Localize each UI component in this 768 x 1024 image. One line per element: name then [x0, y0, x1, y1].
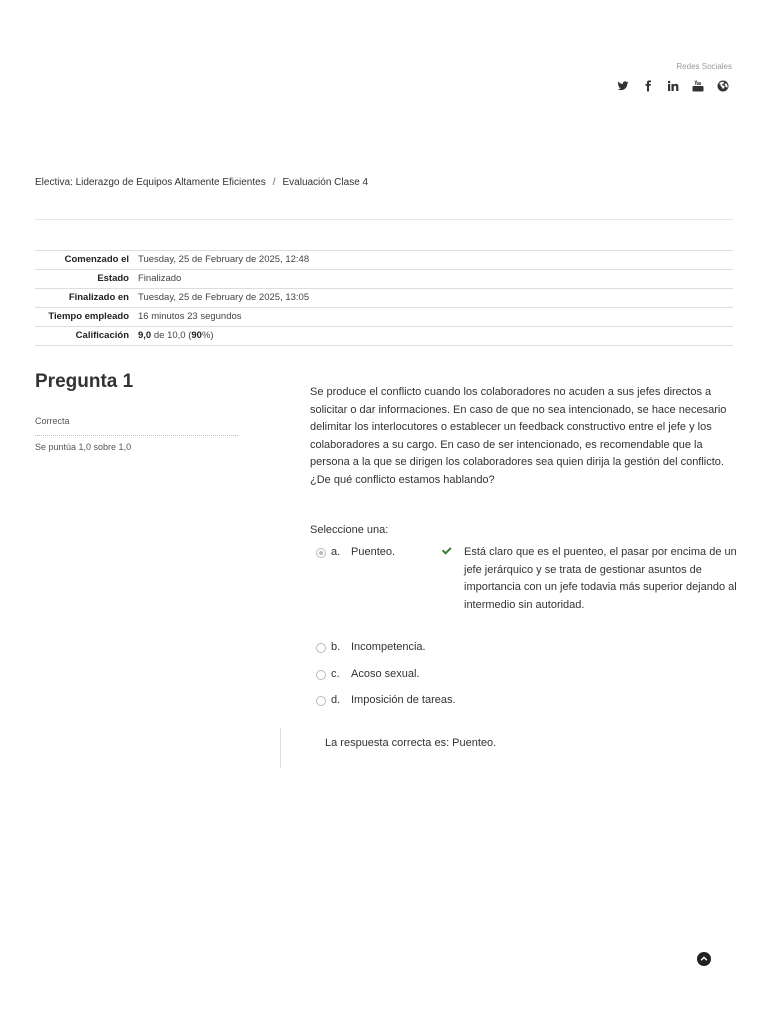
right-answer: La respuesta correcta es: Puenteo. — [325, 737, 497, 749]
question-state: Correcta — [35, 416, 70, 426]
breadcrumb-course-link[interactable]: Electiva: Liderazgo de Equipos Altamente Eficientes — [35, 177, 266, 188]
back-to-top-button[interactable] — [697, 952, 711, 966]
radio-button[interactable] — [316, 548, 326, 558]
radio-button[interactable] — [316, 696, 326, 706]
answer-option-d[interactable] — [316, 692, 551, 710]
grade-close: %) — [201, 330, 214, 341]
social-links — [616, 79, 730, 93]
answer-text: Puenteo. — [351, 546, 396, 558]
summary-value: 16 minutos 23 segundos — [138, 311, 242, 322]
breadcrumb-separator: / — [272, 177, 276, 188]
breadcrumb-current-link[interactable]: Evaluación Clase 4 — [282, 177, 369, 188]
radio-button[interactable] — [316, 643, 326, 653]
grade-of: de 10,0 ( — [153, 330, 192, 341]
youtube-icon[interactable] — [691, 79, 705, 93]
grade-percent: 90 — [191, 330, 202, 341]
grade-score: 9,0 — [138, 330, 152, 341]
question-text: Se produce el conflicto cuando los colaboradores no acuden a sus jefes directos a solicitar o dar informaciones. En caso de que no sea intencionado, se hace necesario delimitar los interlocutores o establecer un feedback constructivo entre el jefe y los colaboradores a su cargo. En caso de ser intencionado, es recomendable que la persona a la que se dirigen los colaboradores sea quien dirija la gestión del conflicto. ¿De qué conflicto estamos hablando? — [310, 386, 727, 486]
divider — [35, 435, 238, 436]
answer-letter: c. — [331, 668, 340, 680]
summary-label: Finalizado en — [68, 292, 129, 303]
summary-row-started — [35, 251, 733, 270]
chevron-up-icon — [700, 955, 708, 963]
social-title: Redes Sociales — [676, 62, 732, 71]
answer-text: Incompetencia. — [351, 641, 426, 653]
attempt-summary-table — [35, 250, 733, 346]
answer-letter: b. — [331, 641, 341, 653]
summary-value: Finalizado — [138, 273, 182, 284]
answer-option-b[interactable] — [316, 639, 551, 657]
summary-row-grade — [35, 327, 733, 346]
answer-text: Acoso sexual. — [351, 668, 420, 680]
answer-option-a[interactable] — [316, 544, 739, 614]
globe-icon[interactable] — [716, 79, 730, 93]
summary-label: Estado — [97, 273, 129, 284]
twitter-icon[interactable] — [616, 79, 630, 93]
check-icon — [441, 544, 464, 614]
summary-row-finished — [35, 289, 733, 308]
summary-value: Tuesday, 25 de February de 2025, 12:48 — [138, 254, 310, 265]
answer-letter: d. — [331, 694, 341, 706]
summary-value — [138, 327, 733, 346]
answer-prompt: Seleccione una: — [310, 524, 389, 536]
summary-label: Tiempo empleado — [48, 311, 129, 322]
answer-letter: a. — [331, 546, 341, 558]
radio-button[interactable] — [316, 670, 326, 680]
divider — [35, 219, 733, 220]
summary-label: Calificación — [75, 330, 129, 341]
answer-feedback: Está claro que es el puenteo, el pasar por encima de un jefe jerárquico y se trata de gestionar asuntos de importancia con un jefe todavia más superior dejando al intermedio sin autoridad. — [464, 546, 737, 611]
answer-text: Imposición de tareas. — [351, 694, 456, 706]
summary-label: Comenzado el — [64, 254, 129, 265]
summary-row-state — [35, 270, 733, 289]
question-grade: Se puntúa 1,0 sobre 1,0 — [35, 442, 132, 452]
breadcrumb — [35, 177, 368, 188]
facebook-icon[interactable] — [641, 79, 655, 93]
summary-value: Tuesday, 25 de February de 2025, 13:05 — [138, 292, 310, 303]
question-title: Pregunta 1 — [35, 371, 134, 392]
summary-row-time — [35, 308, 733, 327]
divider — [280, 728, 281, 768]
linkedin-icon[interactable] — [666, 79, 680, 93]
answer-option-c[interactable] — [316, 666, 551, 684]
